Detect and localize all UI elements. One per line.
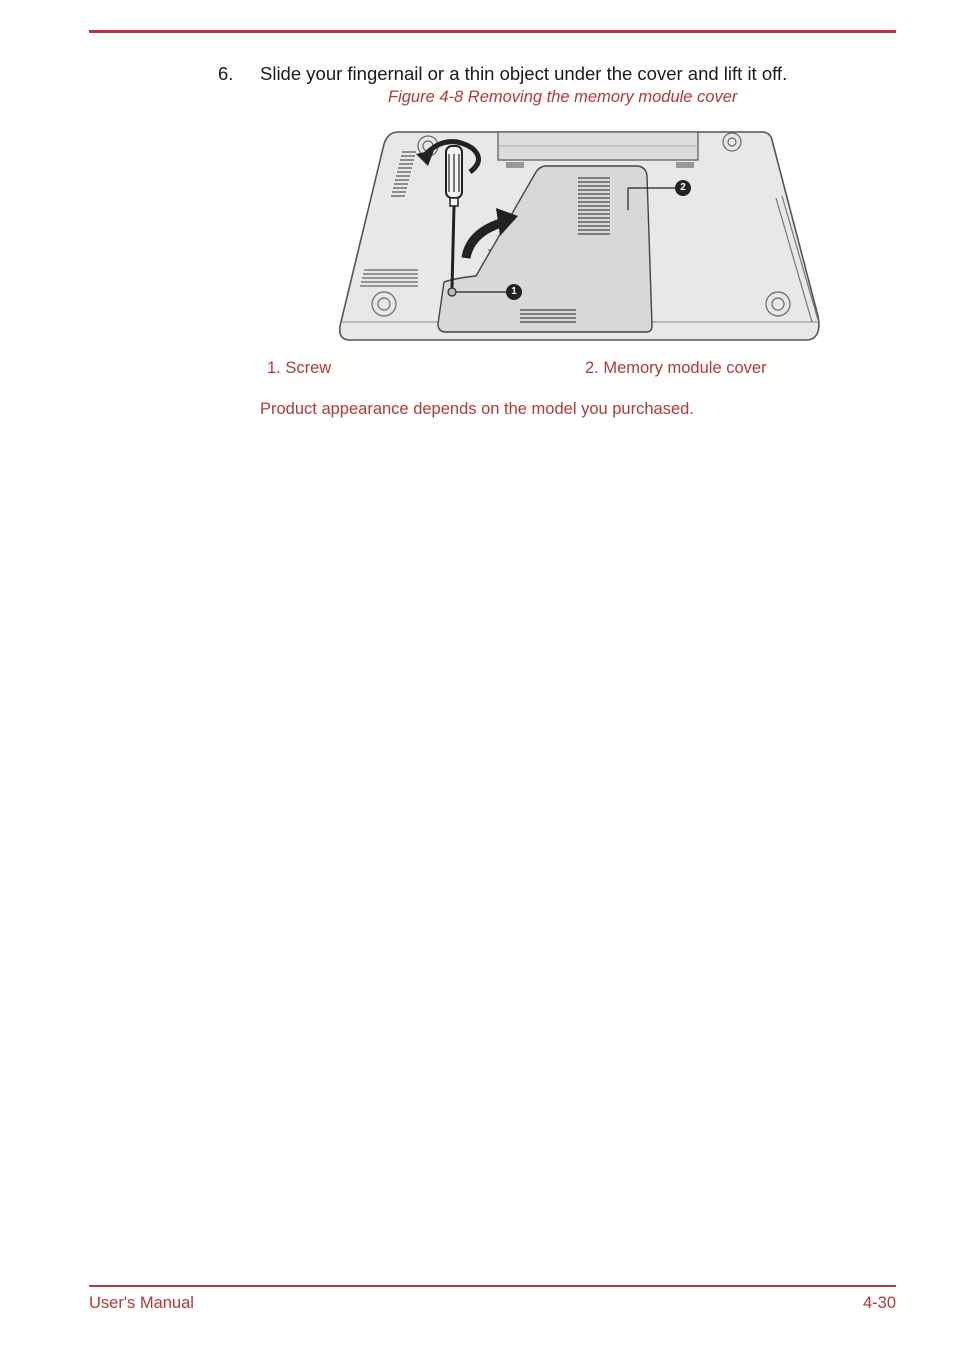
legend-item-screw: 1. Screw <box>267 359 332 377</box>
legend-item-memory-module-cover: 2. Memory module cover <box>585 359 767 377</box>
figure-caption: Figure 4-8 Removing the memory module cover <box>388 88 738 106</box>
instruction-step <box>218 63 787 85</box>
laptop-bottom-illustration <box>336 126 826 348</box>
step-text: Slide your fingernail or a thin object under the cover and lift it off. <box>260 63 788 84</box>
step-number: 6. <box>218 63 234 84</box>
footer-page-number: 4-30 <box>862 1294 896 1312</box>
callout-2-marker: 2 <box>675 180 691 196</box>
appearance-note: Product appearance depends on the model you purchased. <box>260 400 694 418</box>
footer-rule <box>89 1285 896 1287</box>
footer-manual-title: User's Manual <box>89 1294 194 1312</box>
header-rule <box>89 30 896 33</box>
callout-1-marker: 1 <box>506 284 522 300</box>
